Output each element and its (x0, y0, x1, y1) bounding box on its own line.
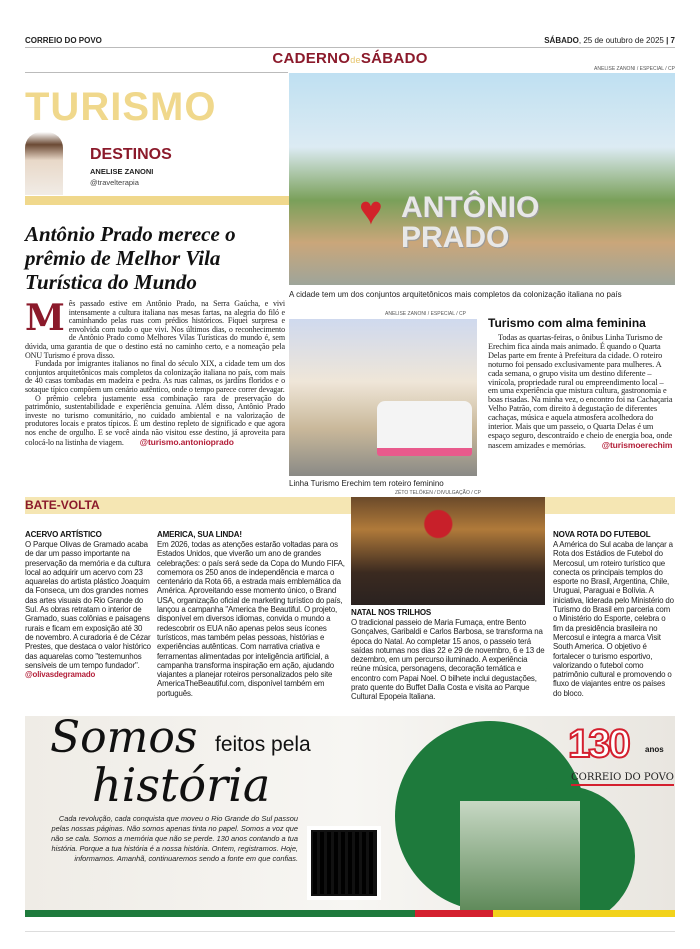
section-part: SÁBADO (360, 50, 428, 67)
item-body: A América do Sul acaba de lançar a Rota dos Estádios de Futebol do Mercosul, um roteiro turístico que conecta os principais templos do esporte no Brasil, Argentina, Chile, Uruguai, Paraguai e Bolívia. A iniciativa, liderada pelo Ministério do Turismo do Brasil em parceria com o Ministério do Esporte, celebra o fim da presidência brasileira no Mercosul e integra a marca Visit South America. O objetivo é fortalecer o turismo esportivo, valorizando o futebol como patrimônio cultural e promovendo o fluxo de viajantes entre os países do bloco. (553, 540, 674, 698)
day: SÁBADO (544, 36, 579, 45)
photo-credit: ANELISE ZANONI / ESPECIAL / CP (385, 311, 466, 317)
building-graphic (460, 801, 580, 911)
article-handle[interactable]: @turismo.antonioprado (139, 436, 234, 447)
anniversary-logo (568, 723, 629, 765)
bus-photo (289, 319, 477, 476)
issue-date (544, 36, 675, 45)
headline: Antônio Prado merece o prêmio de Melhor Vila Turística do Mundo (25, 222, 236, 294)
author-handle: @travelterapia (90, 178, 139, 187)
anniversary-ad (25, 716, 675, 917)
paragraph: ês passado estive em Antônio Prado, na Serra Gaúcha, e vivi intensamente a cultura italiana nas mesas fartas, na alegria do filó e caminhando pelas ruas com prédios históricos. Fiquei surpresa e envolvida com tudo o que vivi. Nos últimos dias, o reconhecimento de Antônio Prado como Melhores Vilas Turísticas do mundo é, sem dúvida, uma garantia de que o destino está no caminho certo, e a nomeação pela ONU Turismo é prova disso. (25, 299, 285, 360)
item-handle[interactable]: @olivasdegramado (25, 670, 96, 680)
ad-text: Cada revolução, cada conquista que moveu o Rio Grande do Sul passou pelas nossas páginas. Não somos apenas tinta no papel. Somos a voz que não se cala. Somos a memória que não se perde. 130 anos contando a tua história. Porque a tua história é a nossa história. Ontem, registramos. Hoje, informamos. Amanhã, continuaremos sendo a fonte em que confias. (51, 814, 298, 863)
item-acervo (25, 530, 152, 679)
ad-headline-historia: história (92, 758, 271, 812)
stripe-green (25, 910, 415, 917)
sep: | (663, 36, 671, 45)
drop-cap: M (25, 297, 65, 339)
item-natal (351, 608, 546, 702)
item-body: Em 2026, todas as atenções estarão voltadas para os Estados Unidos, que viverão um ano de grandes celebrações: o país será sede da Copa do Mundo FIFA, comemora os 250 anos de independência e marca o centenário da Rota 66, a estrada mais emblemática da América. Aproveitando esse momento único, o Brand USA, organização oficial de marketing turístico do país, lançou a campanha "America the Beautiful. O projeto, disponível em diversos idiomas, convida o mundo a redescobrir os EUA não apenas pelos seus ícones turísticos, mas também pelas pessoas, histórias e experiências autênticas. Com narrativa criativa e ferramentas alimentadas por inteligência artificial, a campanha transforma inspiração em ação, ajudando viajantes a planejar roteiros personalizados pelo site AmericaTheBeautiful.com, disponível também em português. (157, 540, 345, 698)
section-part: de (350, 55, 361, 65)
gold-bar (25, 196, 289, 205)
bus-photo-caption: Linha Turismo Erechim tem roteiro feminino (289, 479, 444, 488)
section-part: CADERNO (272, 50, 351, 67)
qr-code[interactable] (307, 826, 381, 900)
paragraph: O prêmio celebra justamente essa combinação rara de preservação do patrimônio, sustentabilidade e experiência genuína. Além disso, Antônio Prado investe no turismo comunitário, no cuidado ambiental e na valorização de produtores locais e pratos típicos. É um destino repleto de significado e que agora nos enche de orgulho. E se você ainda não visitou esse destino, já aproveita para colocá-lo na listinha de viagem. (25, 393, 285, 447)
ad-headline-somos: Somos (50, 716, 198, 763)
bus-graphic (377, 401, 472, 456)
divider (25, 47, 675, 48)
item-title: ACERVO ARTÍSTICO (25, 530, 102, 539)
photo-credit: ANELISE ZANONI / ESPECIAL / CP (594, 66, 675, 72)
bate-volta-bar (25, 497, 675, 514)
divider (25, 72, 288, 73)
author-photo (25, 132, 63, 195)
column-title: DESTINOS (90, 146, 172, 163)
date: , 25 de outubro de 2025 (578, 36, 664, 45)
town-sign: ANTÔNIO PRADO (401, 191, 540, 254)
item-title: NOVA ROTA DO FUTEBOL (553, 530, 651, 539)
photo-credit: ZÉTO TELÖKEN / DIVULGAÇÃO / CP (395, 490, 481, 496)
item-title: NATAL NOS TRILHOS (351, 608, 432, 617)
footer-divider (25, 931, 675, 932)
logo-name: CORREIO DO POVO (571, 772, 674, 786)
item-body: O tradicional passeio de Maria Fumaça, entre Bento Gonçalves, Garibaldi e Carlos Barbosa, se transforma na época do Natal. Ao completar 15 anos, o passeio terá saídas noturnas nos dias 22 e 29 de novembro, 6 e 13 de dezembro, em um percurso iluminado. A experiência reúne música, personagens, decoração temática e encontro com Papai Noel. O bilhete inclui degustações, prato quente do Buffet Dalla Costa e visita ao Parque Cultural Epopeia Italiana. (351, 618, 545, 702)
page-number: 7 (670, 36, 675, 45)
item-body: O Parque Olivas de Gramado acaba de dar um passo importante na preservação da memória e da cultura local ao adquirir um acervo com 23 aquarelas do artista plástico Joaquim da Fonseca, um dos grandes nomes das artes visuais do Rio Grande do Sul. As obras retratam o interior de Gramado, suas colônias e paisagens rurais e ficam em exposição até 30 de novembro. A curadoria é de Cézar Prestes, que destaca o valor histórico das aquarelas como "testemunhos sensíveis de um tempo fundador". (25, 540, 151, 670)
item-title: AMERICA, SUA LINDA! (157, 530, 242, 539)
stripe-yellow (493, 910, 675, 917)
sidebar-handle[interactable]: @turismoerechim (601, 439, 673, 450)
paragraph: Todas as quartas-feiras, o ônibus Linha Turismo de Erechim fica ainda mais animado. É quando o Quarta Delas parte em frente à Prefeitura da cidade. O roteiro noturno foi pensado exclusivamente para mulheres. A cada semana, o grupo visita um destino diferente – vinícola, propriedade rural ou empreendimento local – em uma experiência que mistura cultura, gastronomia e boas risadas. Na minha vez, o encontro foi na Cachaçaria Velho Patrão, com direito à degustação de diferentes cachaças, música e aquela atmosfera acolhedora do interior. Mais que um passeio, o Quarta Delas é um espaço seguro, descontraído e cheio de energia boa, onde nascem amizades e memórias. (488, 333, 673, 450)
ad-headline-feitos: feitos pela (215, 733, 311, 756)
sidebar-title: Turismo com alma feminina (488, 316, 646, 330)
item-america (157, 530, 346, 698)
main-photo (289, 73, 675, 285)
author-name: ANELISE ZANONI (90, 167, 154, 176)
stripe-red (415, 910, 493, 917)
paper-name: CORREIO DO POVO (25, 36, 102, 45)
sidebar-body (488, 334, 675, 451)
heart-icon: ♥ (359, 189, 383, 233)
main-photo-caption: A cidade tem um dos conjuntos arquitetônicos mais completos da colonização italiana no país (289, 290, 622, 299)
topic-title: TURISMO (25, 85, 217, 129)
bate-volta-title: BATE-VOLTA (25, 498, 100, 512)
paragraph: Fundada por imigrantes italianos no final do século XIX, a cidade tem um dos conjuntos arquitetônicos mais completos da colonização italiana no país, com mais de 40 casas tombadas em madeira e pedra. As ruas calmas, os jardins floridos e o sotaque típico compõem um cenário autêntico, onde o tempo parece correr devagar. (25, 359, 285, 394)
article-body (25, 297, 285, 447)
logo-anos: anos (645, 745, 664, 754)
item-futebol (553, 530, 675, 698)
train-photo (351, 497, 545, 605)
qr-pattern (313, 832, 375, 894)
logo-number: 130 (568, 722, 629, 766)
section-title (0, 50, 700, 67)
